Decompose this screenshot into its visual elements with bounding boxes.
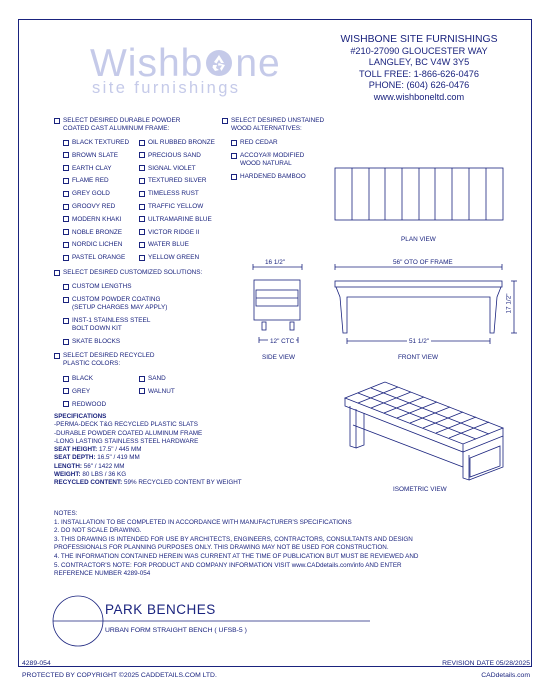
side-ctc-dimension: 12" CTC <box>270 338 295 345</box>
option-label: BLACK <box>72 375 93 382</box>
company-name: WISHBONE SITE FURNISHINGS <box>340 34 498 45</box>
spec-key: SEAT HEIGHT: <box>54 446 98 454</box>
option-label: CUSTOM LENGTHS <box>72 283 132 290</box>
note-line: 5. CONTRACTOR'S NOTE: FOR PRODUCT AND COMPANY INFORMATION VISIT www.CADdetails.com/info AND ENTER <box>54 561 402 569</box>
drawing-title: PARK BENCHES <box>105 602 216 617</box>
revision-date: REVISION DATE 05/28/2025 <box>442 660 530 667</box>
note-line: 3. THIS DRAWING IS INTENDED FOR USE BY ARCHITECTS, ENGINEERS, CONTRACTORS, CONSULTANTS AND DESIGN <box>54 535 413 543</box>
isometric-view-label: ISOMETRIC VIEW <box>393 486 447 493</box>
plastic-heading-line2: PLASTIC COLORS: <box>63 360 121 367</box>
option-label: GREY <box>72 387 91 395</box>
caddetails-link[interactable]: CADdetails.com <box>481 672 530 679</box>
spec-line: -LONG LASTING STAINLESS STEEL HARDWARE <box>54 437 199 445</box>
powder-heading-line1: SELECT DESIRED DURABLE POWDER <box>63 117 181 124</box>
side-width-dimension: 16 1/2" <box>265 259 286 266</box>
spec-key: SEAT DEPTH: <box>54 454 96 462</box>
spec-value: 16.5" / 419 MM <box>95 454 140 462</box>
spec-value: 59% RECYCLED CONTENT BY WEIGHT <box>122 479 242 487</box>
spec-line: -PERMA-DECK T&G RECYCLED PLASTIC SLATS <box>54 421 198 429</box>
custom-heading-label: SELECT DESIRED CUSTOMIZED SOLUTIONS: <box>63 269 203 276</box>
option-label: OIL RUBBED BRONZE <box>148 139 215 146</box>
custom-option-bolt-kit-line2: BOLT DOWN KIT <box>72 325 122 332</box>
spec-key: WEIGHT: <box>54 471 81 479</box>
side-view-label: SIDE VIEW <box>262 354 296 361</box>
option-label: HARDENED BAMBOO <box>240 173 306 180</box>
spec-line: -DURABLE POWDER COATED ALUMINUM FRAME <box>54 429 203 437</box>
wood-heading-line2: WOOD ALTERNATIVES: <box>231 125 302 132</box>
option-label: SIGNAL VIOLET <box>148 164 196 172</box>
front-height-dimension: 17 1/2" <box>505 293 513 314</box>
company-address-line1: #210-27090 GLOUCESTER WAY <box>350 45 488 56</box>
note-line: REFERENCE NUMBER 4289-054 <box>54 570 151 578</box>
option-label: REDWOOD <box>72 400 107 408</box>
company-website[interactable]: www.wishboneltd.com <box>373 91 465 102</box>
option-label: GREY GOLD <box>72 190 110 198</box>
notes-title: NOTES: <box>54 510 78 517</box>
company-address-line2: LANGLEY, BC V4W 3Y5 <box>368 57 470 68</box>
option-label: SAND <box>148 375 166 382</box>
logo-tagline: site furnishings <box>92 79 241 97</box>
option-label: RED CEDAR <box>240 139 278 146</box>
option-label: ACCOYA® MODIFIED <box>240 152 305 159</box>
spec-key: LENGTH: <box>54 462 82 470</box>
option-label: ULTRAMARINE BLUE <box>148 215 212 223</box>
option-label: MODERN KHAKI <box>72 215 122 223</box>
option-label: PRECIOUS SAND <box>148 151 201 159</box>
front-inner-dimension: 51 1/2" <box>409 338 430 345</box>
company-tollfree: TOLL FREE: 1-866-626-0476 <box>358 68 479 79</box>
option-label: CUSTOM POWDER COATING <box>72 296 161 303</box>
front-view-drawing <box>335 264 517 344</box>
option-label: YELLOW GREEN <box>148 254 200 262</box>
custom-option-powder-line2: (SETUP CHARGES MAY APPLY) <box>72 304 168 311</box>
front-oto-dimension: 56" OTO OF FRAME <box>393 259 453 266</box>
reference-number: 4289-054 <box>22 660 51 667</box>
option-label: TIMELESS RUST <box>148 190 199 198</box>
option-label: BROWN SLATE <box>72 151 119 159</box>
option-label: INST-1 STAINLESS STEEL <box>72 317 151 324</box>
drawing-subtitle: URBAN FORM STRAIGHT BENCH ( UFSB-5 ) <box>105 627 247 634</box>
spec-value: 17.5" / 445 MM <box>97 446 142 454</box>
note-line: 2. DO NOT SCALE DRAWING. <box>54 527 142 535</box>
plan-view-drawing <box>335 168 503 220</box>
powder-heading-line2: COATED CAST ALUMINUM FRAME: <box>63 125 170 132</box>
note-line: 4. THE INFORMATION CONTAINED HEREIN WAS CURRENT AT THE TIME OF PUBLICATION BUT MUST BE REVIEWED AND <box>54 552 419 560</box>
spec-key: RECYCLED CONTENT: <box>54 479 123 487</box>
wood-option-accoya-line2: WOOD NATURAL <box>240 160 292 167</box>
option-label: GROOVY RED <box>72 203 116 210</box>
side-view-drawing <box>253 264 302 343</box>
wood-heading-line1: SELECT DESIRED UNSTAINED <box>231 117 325 124</box>
option-label: EARTH CLAY <box>72 164 112 172</box>
option-label: SKATE BLOCKS <box>72 338 121 345</box>
specs-title: SPECIFICATIONS <box>54 413 107 420</box>
option-label: TRAFFIC YELLOW <box>148 203 204 210</box>
option-label: WALNUT <box>148 387 175 395</box>
logo-word-end: ne <box>235 42 281 85</box>
option-label: VICTOR RIDGE II <box>148 228 200 236</box>
option-label: NOBLE BRONZE <box>72 228 123 236</box>
isometric-view-drawing <box>345 382 503 480</box>
option-label: NORDIC LICHEN <box>72 241 123 249</box>
plan-view-label: PLAN VIEW <box>401 236 436 243</box>
spec-value: 56" / 1422 MM <box>81 462 125 470</box>
company-phone: PHONE: (604) 626-0476 <box>368 80 470 91</box>
option-label: WATER BLUE <box>148 241 189 249</box>
copyright-notice: PROTECTED BY COPYRIGHT ©2025 CADDETAILS.COM LTD. <box>22 672 217 679</box>
plastic-heading-line1: SELECT DESIRED RECYCLED <box>63 352 155 359</box>
option-label: FLAME RED <box>72 177 109 185</box>
spec-value: 80 LBS / 36 KG <box>80 471 127 479</box>
option-label: BLACK TEXTURED <box>72 139 130 146</box>
note-line: 1. INSTALLATION TO BE COMPLETED IN ACCORDANCE WITH MANUFACTURER'S SPECIFICATIONS <box>54 518 352 526</box>
option-label: TEXTURED SILVER <box>148 177 207 185</box>
logo-word-start: Wishb <box>90 42 204 85</box>
option-label: PASTEL ORANGE <box>72 254 126 262</box>
front-view-label: FRONT VIEW <box>398 354 439 361</box>
note-line: PROFESSIONALS FOR PLANNING PURPOSES ONLY. THIS DRAWING MAY NOT BE USED FOR CONSTRUCTION. <box>54 544 389 552</box>
